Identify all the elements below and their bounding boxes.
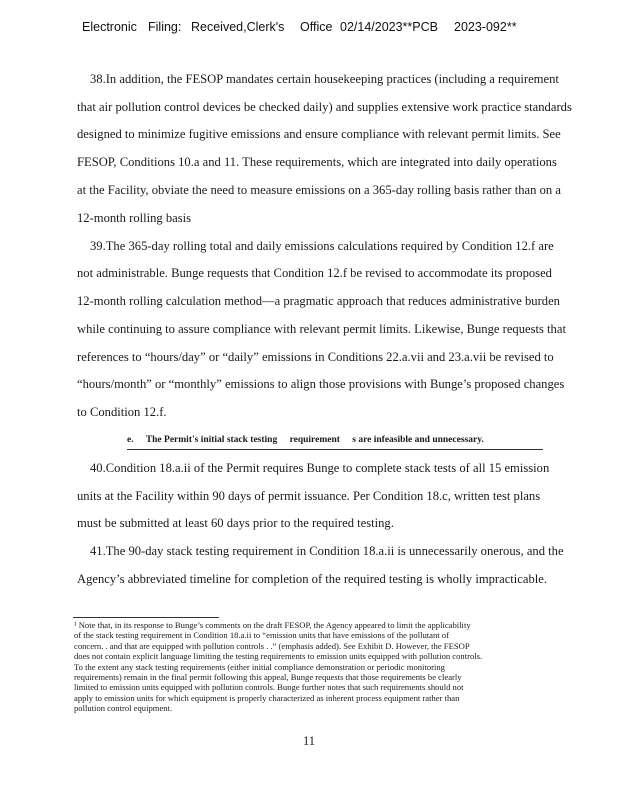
footnote-line: requirements) remain in the final permit following this appeal, Bunge requests that those requirements be clearly [74, 672, 462, 683]
paragraph-39-line: to Condition 12.f. [77, 405, 167, 419]
footnote [74, 620, 594, 714]
header-case-number: 2023-092** [454, 20, 517, 34]
paragraph-40-line: units at the Facility within 90 days of permit issuance. Per Condition 18.c, written test plans [77, 489, 541, 503]
footnote-line: does not contain explicit language limiting the testing requirements to emission units equipped with pollution controls. [74, 651, 483, 662]
paragraph-39-line: “hours/month” or “monthly” emissions to align those provisions with Bunge’s proposed changes [77, 377, 565, 391]
section-heading [127, 435, 543, 450]
footnote-line: ¹ Note that, in its response to Bunge’s comments on the draft FESOP, the Agency appeared to limit the applicability [74, 620, 471, 630]
header-date: 02/14/2023**PCB [340, 20, 438, 34]
paragraph-38-line: 38.In addition, the FESOP mandates certain housekeeping practices (including a requirement [90, 72, 559, 86]
footnote-separator [73, 617, 219, 618]
paragraph-38-line: designed to minimize fugitive emissions and ensure compliance with relevant permit limits. See [77, 127, 561, 141]
paragraph-38-line: at the Facility, obviate the need to measure emissions on a 365-day rolling basis rather than on a [77, 183, 561, 197]
paragraph-40-line: 40.Condition 18.a.ii of the Permit requires Bunge to complete stack tests of all 15 emission [90, 461, 550, 475]
paragraph-38-line: 12-month rolling basis [77, 211, 192, 225]
paragraph-40-line: must be submitted at least 60 days prior to the required testing. [77, 516, 394, 530]
header-received: Received,Clerk's [191, 20, 285, 34]
section-letter: e. [127, 435, 134, 445]
header-filing: Filing: [148, 20, 182, 34]
header-office: Office [300, 20, 333, 34]
paragraph-38-line: FESOP, Conditions 10.a and 11. These requirements, which are integrated into daily operations [77, 155, 557, 169]
header-electronic: Electronic [82, 20, 137, 34]
section-heading-text: requirement [289, 435, 340, 445]
paragraph-39-line: references to “hours/day” or “daily” emissions in Conditions 22.a.vii and 23.a.vii be revised to [77, 350, 554, 364]
section-heading-text: The Permit's initial stack testing [145, 435, 278, 445]
filing-stamp-header [82, 20, 562, 36]
paragraph-41-line: Agency’s abbreviated timeline for completion of the required testing is wholly impracticable. [77, 572, 548, 586]
paragraph-38-line: that air pollution control devices be checked daily) and supplies extensive work practice standards [77, 100, 572, 114]
section-heading-text: s are infeasible and unnecessary. [352, 435, 484, 445]
paragraph-39-line: not administrable. Bunge requests that Condition 12.f be revised to accommodate its proposed [77, 266, 552, 280]
footnote-line: To the extent any stack testing requirements (either initial compliance demonstration or periodic monitoring [74, 661, 445, 672]
footnote-line: concern. . and that are equipped with pollution controls . .” (emphasis added). See Exhibit D. However, the FESOP [74, 640, 470, 651]
footnote-line: limited to emission units equipped with pollution controls. Bunge further notes that such requirements should not [74, 682, 464, 693]
paragraph-39-line: while continuing to assure compliance with relevant permit limits. Likewise, Bunge requests that [77, 322, 566, 336]
paragraph-39-line: 12-month rolling calculation method—a pragmatic approach that reduces administrative burden [77, 294, 560, 308]
footnote-line: of the stack testing requirement in Condition 18.a.ii to “emission units that have emissions of the pollutant of [74, 630, 449, 641]
footnote-line: pollution control equipment. [74, 703, 173, 714]
paragraph-41-line: 41.The 90-day stack testing requirement in Condition 18.a.ii is unnecessarily onerous, and the [90, 544, 564, 558]
page-number: 11 [302, 734, 316, 748]
paragraph-39-line: 39.The 365-day rolling total and daily emissions calculations required by Condition 12.f are [90, 239, 554, 253]
footnote-line: apply to emission units for which equipment is properly characterized as inherent process equipment rather than [74, 692, 460, 703]
